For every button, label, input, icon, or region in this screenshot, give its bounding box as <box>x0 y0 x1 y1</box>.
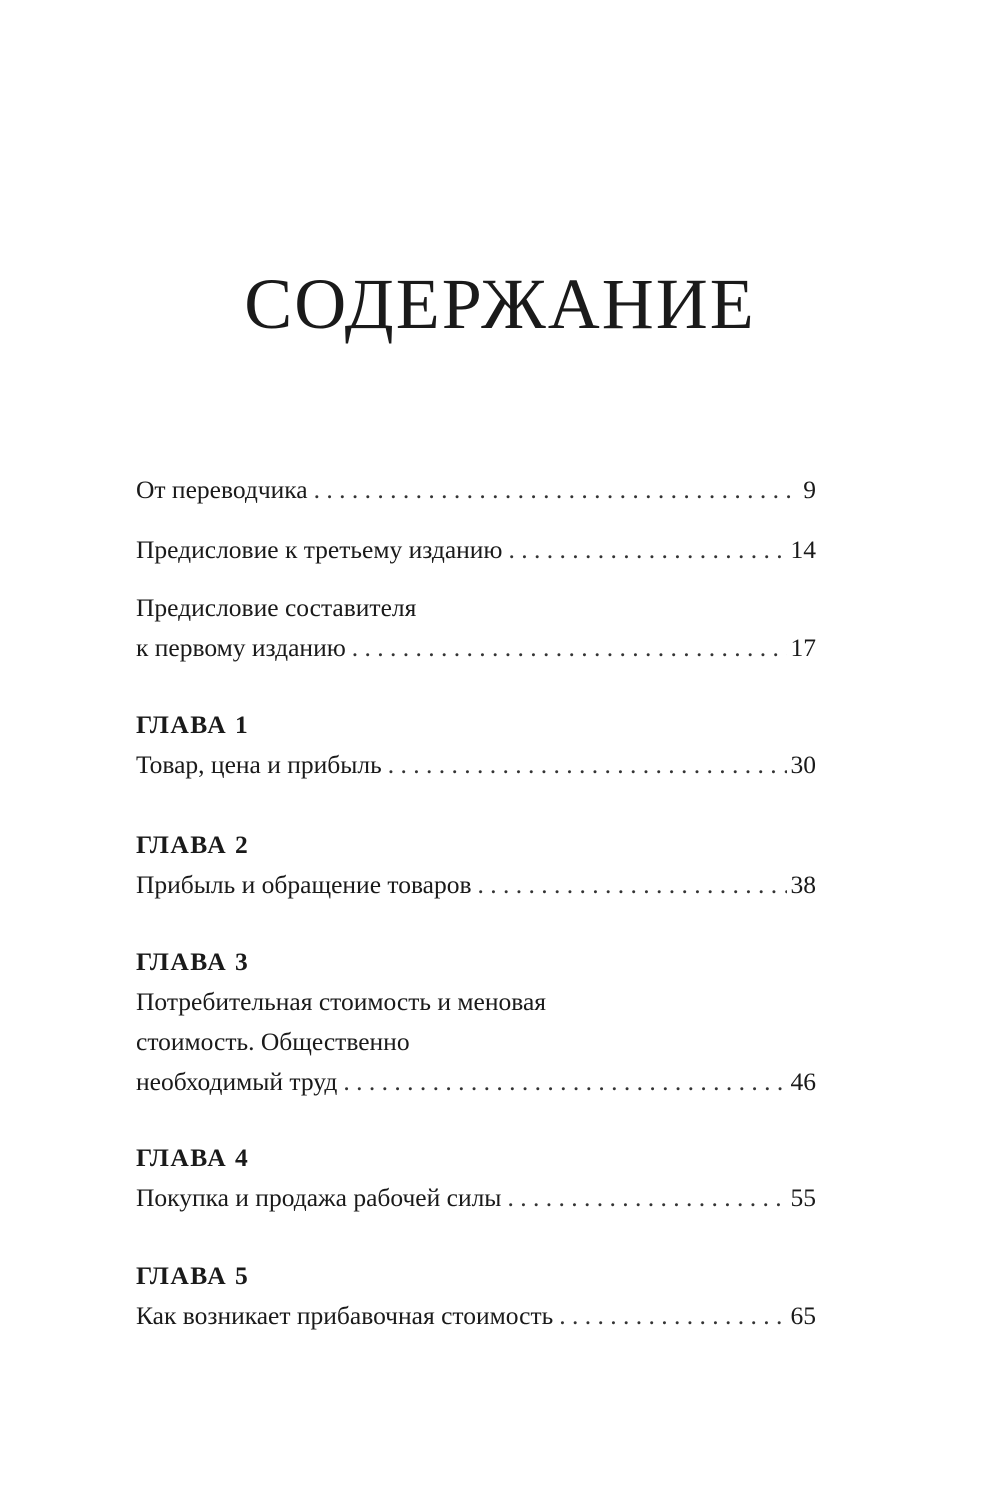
toc-entry-preface-compiler[interactable] <box>136 588 816 668</box>
dot-leader <box>478 865 787 905</box>
toc-chapter-2[interactable] <box>136 825 816 905</box>
toc-chapter-1[interactable] <box>136 705 816 785</box>
toc-entry-line <box>136 1062 816 1102</box>
chapter-title: Покупка и продажа рабочей силы <box>136 1183 502 1212</box>
toc-page-number: 9 <box>803 475 816 504</box>
toc-entry-line <box>136 530 816 570</box>
toc-page-number: 55 <box>790 1183 816 1212</box>
toc-page-number: 17 <box>790 633 816 662</box>
toc-entry-line <box>136 628 816 668</box>
toc-page-number: 46 <box>790 1067 816 1096</box>
toc-page-number: 65 <box>790 1301 816 1330</box>
dot-leader <box>507 1178 786 1218</box>
chapter-title: Товар, цена и прибыль <box>136 750 382 779</box>
toc-chapter-5[interactable] <box>136 1256 816 1336</box>
chapter-label: ГЛАВА 4 <box>136 1143 250 1172</box>
dot-leader <box>508 530 786 570</box>
toc-entry-line <box>136 1296 816 1336</box>
chapter-label: ГЛАВА 2 <box>136 830 250 859</box>
chapter-title: Как возникает прибавочная стоимость <box>136 1301 554 1330</box>
dot-leader <box>388 745 787 785</box>
toc-entry-line <box>136 1178 816 1218</box>
chapter-title-line: стоимость. Общественно <box>136 1027 410 1056</box>
page-title: СОДЕРЖАНИЕ <box>244 264 756 344</box>
toc-entry-line <box>136 470 816 510</box>
dot-leader <box>352 628 787 668</box>
toc-page-number: 14 <box>790 535 816 564</box>
toc-page-number: 38 <box>790 870 816 899</box>
dot-leader <box>314 470 800 510</box>
chapter-label: ГЛАВА 1 <box>136 710 250 739</box>
toc-chapter-3[interactable] <box>136 942 816 1102</box>
chapter-label: ГЛАВА 5 <box>136 1261 250 1290</box>
chapter-title-line: Потребительная стоимость и меновая <box>136 987 546 1016</box>
toc-chapter-4[interactable] <box>136 1138 816 1218</box>
toc-entry-title: к первому изданию <box>136 633 346 662</box>
chapter-title: Прибыль и обращение товаров <box>136 870 472 899</box>
toc-entry-preface-third[interactable] <box>136 530 816 570</box>
chapter-title: необходимый труд <box>136 1067 338 1096</box>
dot-leader <box>559 1296 786 1336</box>
toc-page-number: 30 <box>790 750 816 779</box>
dot-leader <box>343 1062 786 1102</box>
chapter-label: ГЛАВА 3 <box>136 947 250 976</box>
toc-entry-line <box>136 865 816 905</box>
toc-entry-title-line: Предисловие составителя <box>136 593 417 622</box>
toc-entry-title: Предисловие к третьему изданию <box>136 535 503 564</box>
toc-entry-line <box>136 745 816 785</box>
toc-entry-translator[interactable] <box>136 470 816 510</box>
toc-entry-title: От переводчика <box>136 475 308 504</box>
